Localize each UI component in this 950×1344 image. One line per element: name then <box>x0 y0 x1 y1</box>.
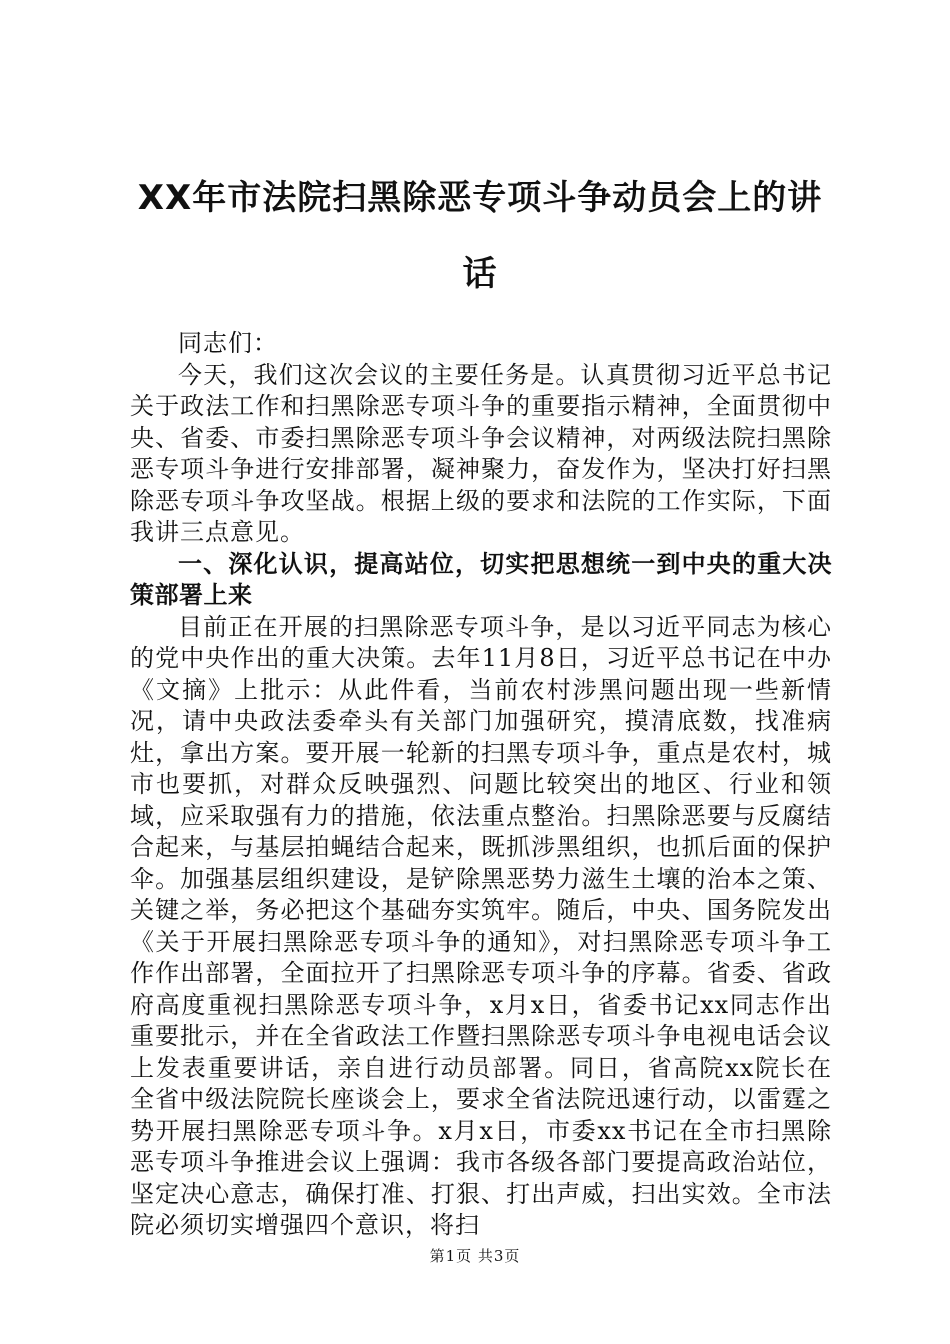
paragraph-section-1: 目前正在开展的扫黑除恶专项斗争，是以习近平同志为核心的党中央作出的重大决策。去年11月8日，习近平总书记在中办《文摘》上批示：从此件看，当前农村涉黑问题出现一些新情况，请中央政法委牵头有关部门加强研究，摸清底数，找准病灶，拿出方案。要开展一轮新的扫黑专项斗争，重点是农村，城市也要抓，对群众反映强烈、问题比较突出的地区、行业和领域，应采取强有力的措施，依法重点整治。扫黑除恶要与反腐结合起来，与基层拍蝇结合起来，既抓涉黑组织，也抓后面的保护伞。加强基层组织建设，是铲除黑恶势力滋生土壤的治本之策、关键之举，务必把这个基础夯实筑牢。随后，中央、国务院发出《关于开展扫黑除恶专项斗争的通知》，对扫黑除恶专项斗争工作作出部署，全面拉开了扫黑除恶专项斗争的序幕。省委、省政府高度重视扫黑除恶专项斗争，x月x日，省委书记xx同志作出重要批示，并在全省政法工作暨扫黑除恶专项斗争电视电话会议上发表重要讲话，亲自进行动员部署。同日，省高院xx院长在全省中级法院院长座谈会上，要求全省法院迅速行动，以雷霆之势开展扫黑除恶专项斗争。x月x日，市委xx书记在全市扫黑除恶专项斗争推进会议上强调：我市各级各部门要提高政治站位，坚定决心意志，确保打准、打狠、打出声威，扫出实效。全市法院必须切实增强四个意识，将扫 <box>130 612 832 1239</box>
page-footer: 第1页 共3页 <box>429 1247 521 1265</box>
salutation: 同志们： <box>178 329 278 357</box>
document-body <box>130 328 832 1242</box>
section-heading-1: 一、深化认识，提高站位，切实把思想统一到中央的重大决策部署上来 <box>130 549 832 609</box>
document-title: XX年市法院扫黑除恶专项斗争动员会上的讲话 <box>137 178 823 294</box>
paragraph-intro: 今天，我们这次会议的主要任务是。认真贯彻习近平总书记关于政法工作和扫黑除恶专项斗争的重要指示精神，全面贯彻中央、省委、市委扫黑除恶专项斗争会议精神，对两级法院扫黑除恶专项斗争进行安排部署，凝神聚力，奋发作为，坚决打好扫黑除恶专项斗争攻坚战。根据上级的要求和法院的工作实际，下面我讲三点意见。 <box>130 360 832 546</box>
